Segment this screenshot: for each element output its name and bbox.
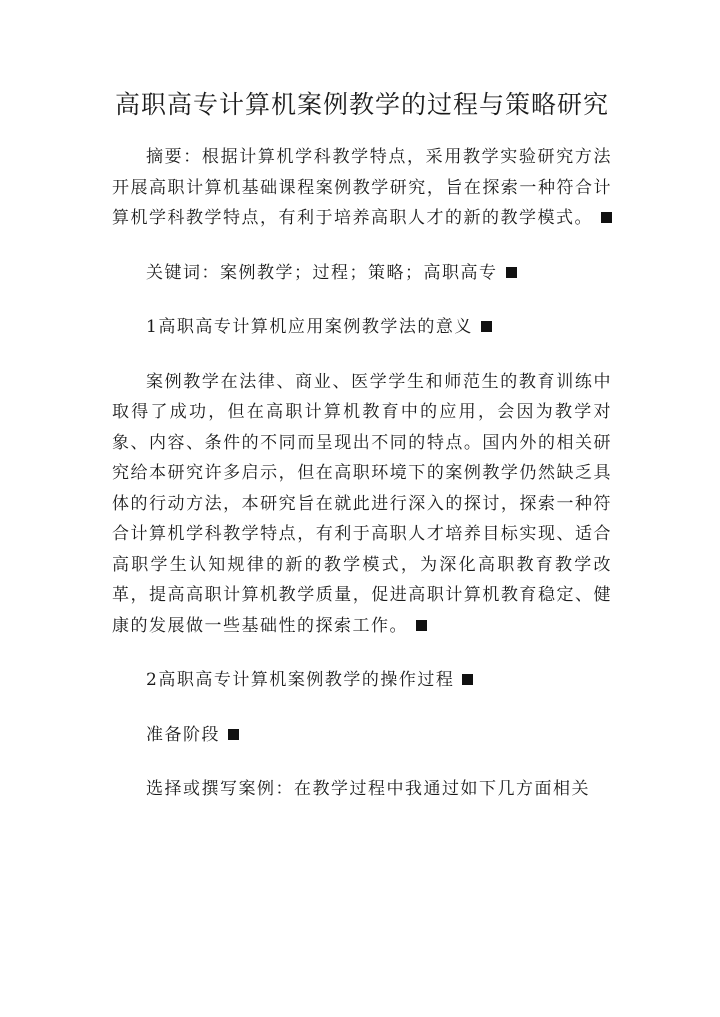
body-paragraph-cases bbox=[112, 774, 612, 805]
paragraph-mark-icon bbox=[601, 212, 612, 223]
document-title: 高职高专计算机案例教学的过程与策略研究 bbox=[114, 90, 609, 119]
body-paragraph bbox=[112, 367, 612, 642]
subheading-preparation bbox=[112, 720, 612, 751]
keywords-text: 关键词：案例教学；过程；策略；高职高专 bbox=[146, 262, 498, 283]
paragraph-mark-icon bbox=[228, 729, 239, 740]
abstract-text: 摘要：根据计算机学科教学特点，采用教学实验研究方法开展高职计算机基础课程案例教学研究，旨在探索一种符合计算机学科教学特点，有利于培养高职人才的新的教学模式。 bbox=[112, 147, 612, 228]
paragraph-mark-icon bbox=[481, 321, 492, 332]
section-heading-1 bbox=[112, 312, 612, 343]
section-heading-2-text: 2高职高专计算机案例教学的操作过程 bbox=[146, 670, 455, 690]
keywords-paragraph bbox=[112, 258, 612, 289]
body-paragraph-cases-text: 选择或撰写案例：在教学过程中我通过如下几方面相关 bbox=[146, 779, 590, 799]
paragraph-mark-icon bbox=[506, 267, 517, 278]
abstract-paragraph bbox=[112, 142, 612, 234]
paragraph-mark-icon bbox=[416, 620, 427, 631]
section-heading-2 bbox=[112, 665, 612, 696]
body-paragraph-text: 案例教学在法律、商业、医学学生和师范生的教育训练中取得了成功，但在高职计算机教育中的应用，会因为教学对象、内容、条件的不同而呈现出不同的特点。国内外的相关研究给本研究许多启示，但在高职环境下的案例教学仍然缺乏具体的行动方法，本研究旨在就此进行深入的探讨，探索一种符合计算机学科教学特点，有利于高职人才培养目标实现、适合高职学生认知规律的新的教学模式，为深化高职教育教学改革，提高高职计算机教学质量，促进高职计算机教育稳定、健康的发展做一些基础性的探索工作。 bbox=[112, 371, 612, 636]
paragraph-mark-icon bbox=[462, 674, 473, 685]
subheading-preparation-text: 准备阶段 bbox=[146, 724, 220, 745]
section-heading-1-text: 1高职高专计算机应用案例教学法的意义 bbox=[146, 317, 473, 337]
document-page bbox=[112, 86, 612, 829]
